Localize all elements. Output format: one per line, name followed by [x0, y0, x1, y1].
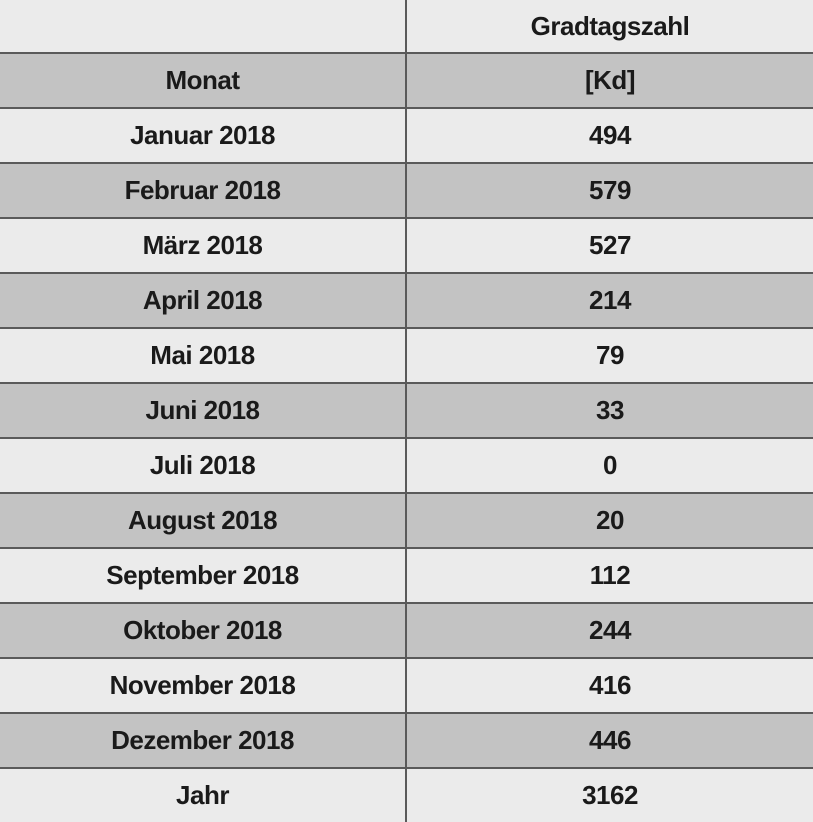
value-cell: 446	[406, 713, 813, 768]
table-row	[0, 658, 813, 713]
total-row	[0, 768, 813, 822]
table-row	[0, 273, 813, 328]
table-row	[0, 713, 813, 768]
header-row-top	[0, 0, 813, 53]
month-cell: Juni 2018	[0, 383, 406, 438]
month-cell: Januar 2018	[0, 108, 406, 163]
table-row	[0, 108, 813, 163]
value-cell: 579	[406, 163, 813, 218]
month-cell: April 2018	[0, 273, 406, 328]
header-gradtagszahl: Gradtagszahl	[406, 0, 813, 53]
value-cell: 416	[406, 658, 813, 713]
header-unit-label: [Kd]	[406, 53, 813, 108]
header-month-label: Monat	[0, 53, 406, 108]
month-cell: Dezember 2018	[0, 713, 406, 768]
table-row	[0, 218, 813, 273]
table-row	[0, 493, 813, 548]
table-row	[0, 438, 813, 493]
table-row	[0, 163, 813, 218]
value-cell: 20	[406, 493, 813, 548]
month-cell: Oktober 2018	[0, 603, 406, 658]
month-cell: Juli 2018	[0, 438, 406, 493]
month-cell: März 2018	[0, 218, 406, 273]
header-top-left-cell	[0, 0, 406, 53]
month-cell: September 2018	[0, 548, 406, 603]
month-cell: November 2018	[0, 658, 406, 713]
table-row	[0, 328, 813, 383]
table-row	[0, 548, 813, 603]
value-cell: 244	[406, 603, 813, 658]
total-value: 3162	[406, 768, 813, 822]
header-row-labels	[0, 53, 813, 108]
month-cell: Mai 2018	[0, 328, 406, 383]
value-cell: 494	[406, 108, 813, 163]
value-cell: 527	[406, 218, 813, 273]
value-cell: 79	[406, 328, 813, 383]
value-cell: 214	[406, 273, 813, 328]
table-row	[0, 603, 813, 658]
month-cell: Februar 2018	[0, 163, 406, 218]
total-label: Jahr	[0, 768, 406, 822]
value-cell: 33	[406, 383, 813, 438]
month-cell: August 2018	[0, 493, 406, 548]
value-cell: 112	[406, 548, 813, 603]
table-row	[0, 383, 813, 438]
value-cell: 0	[406, 438, 813, 493]
